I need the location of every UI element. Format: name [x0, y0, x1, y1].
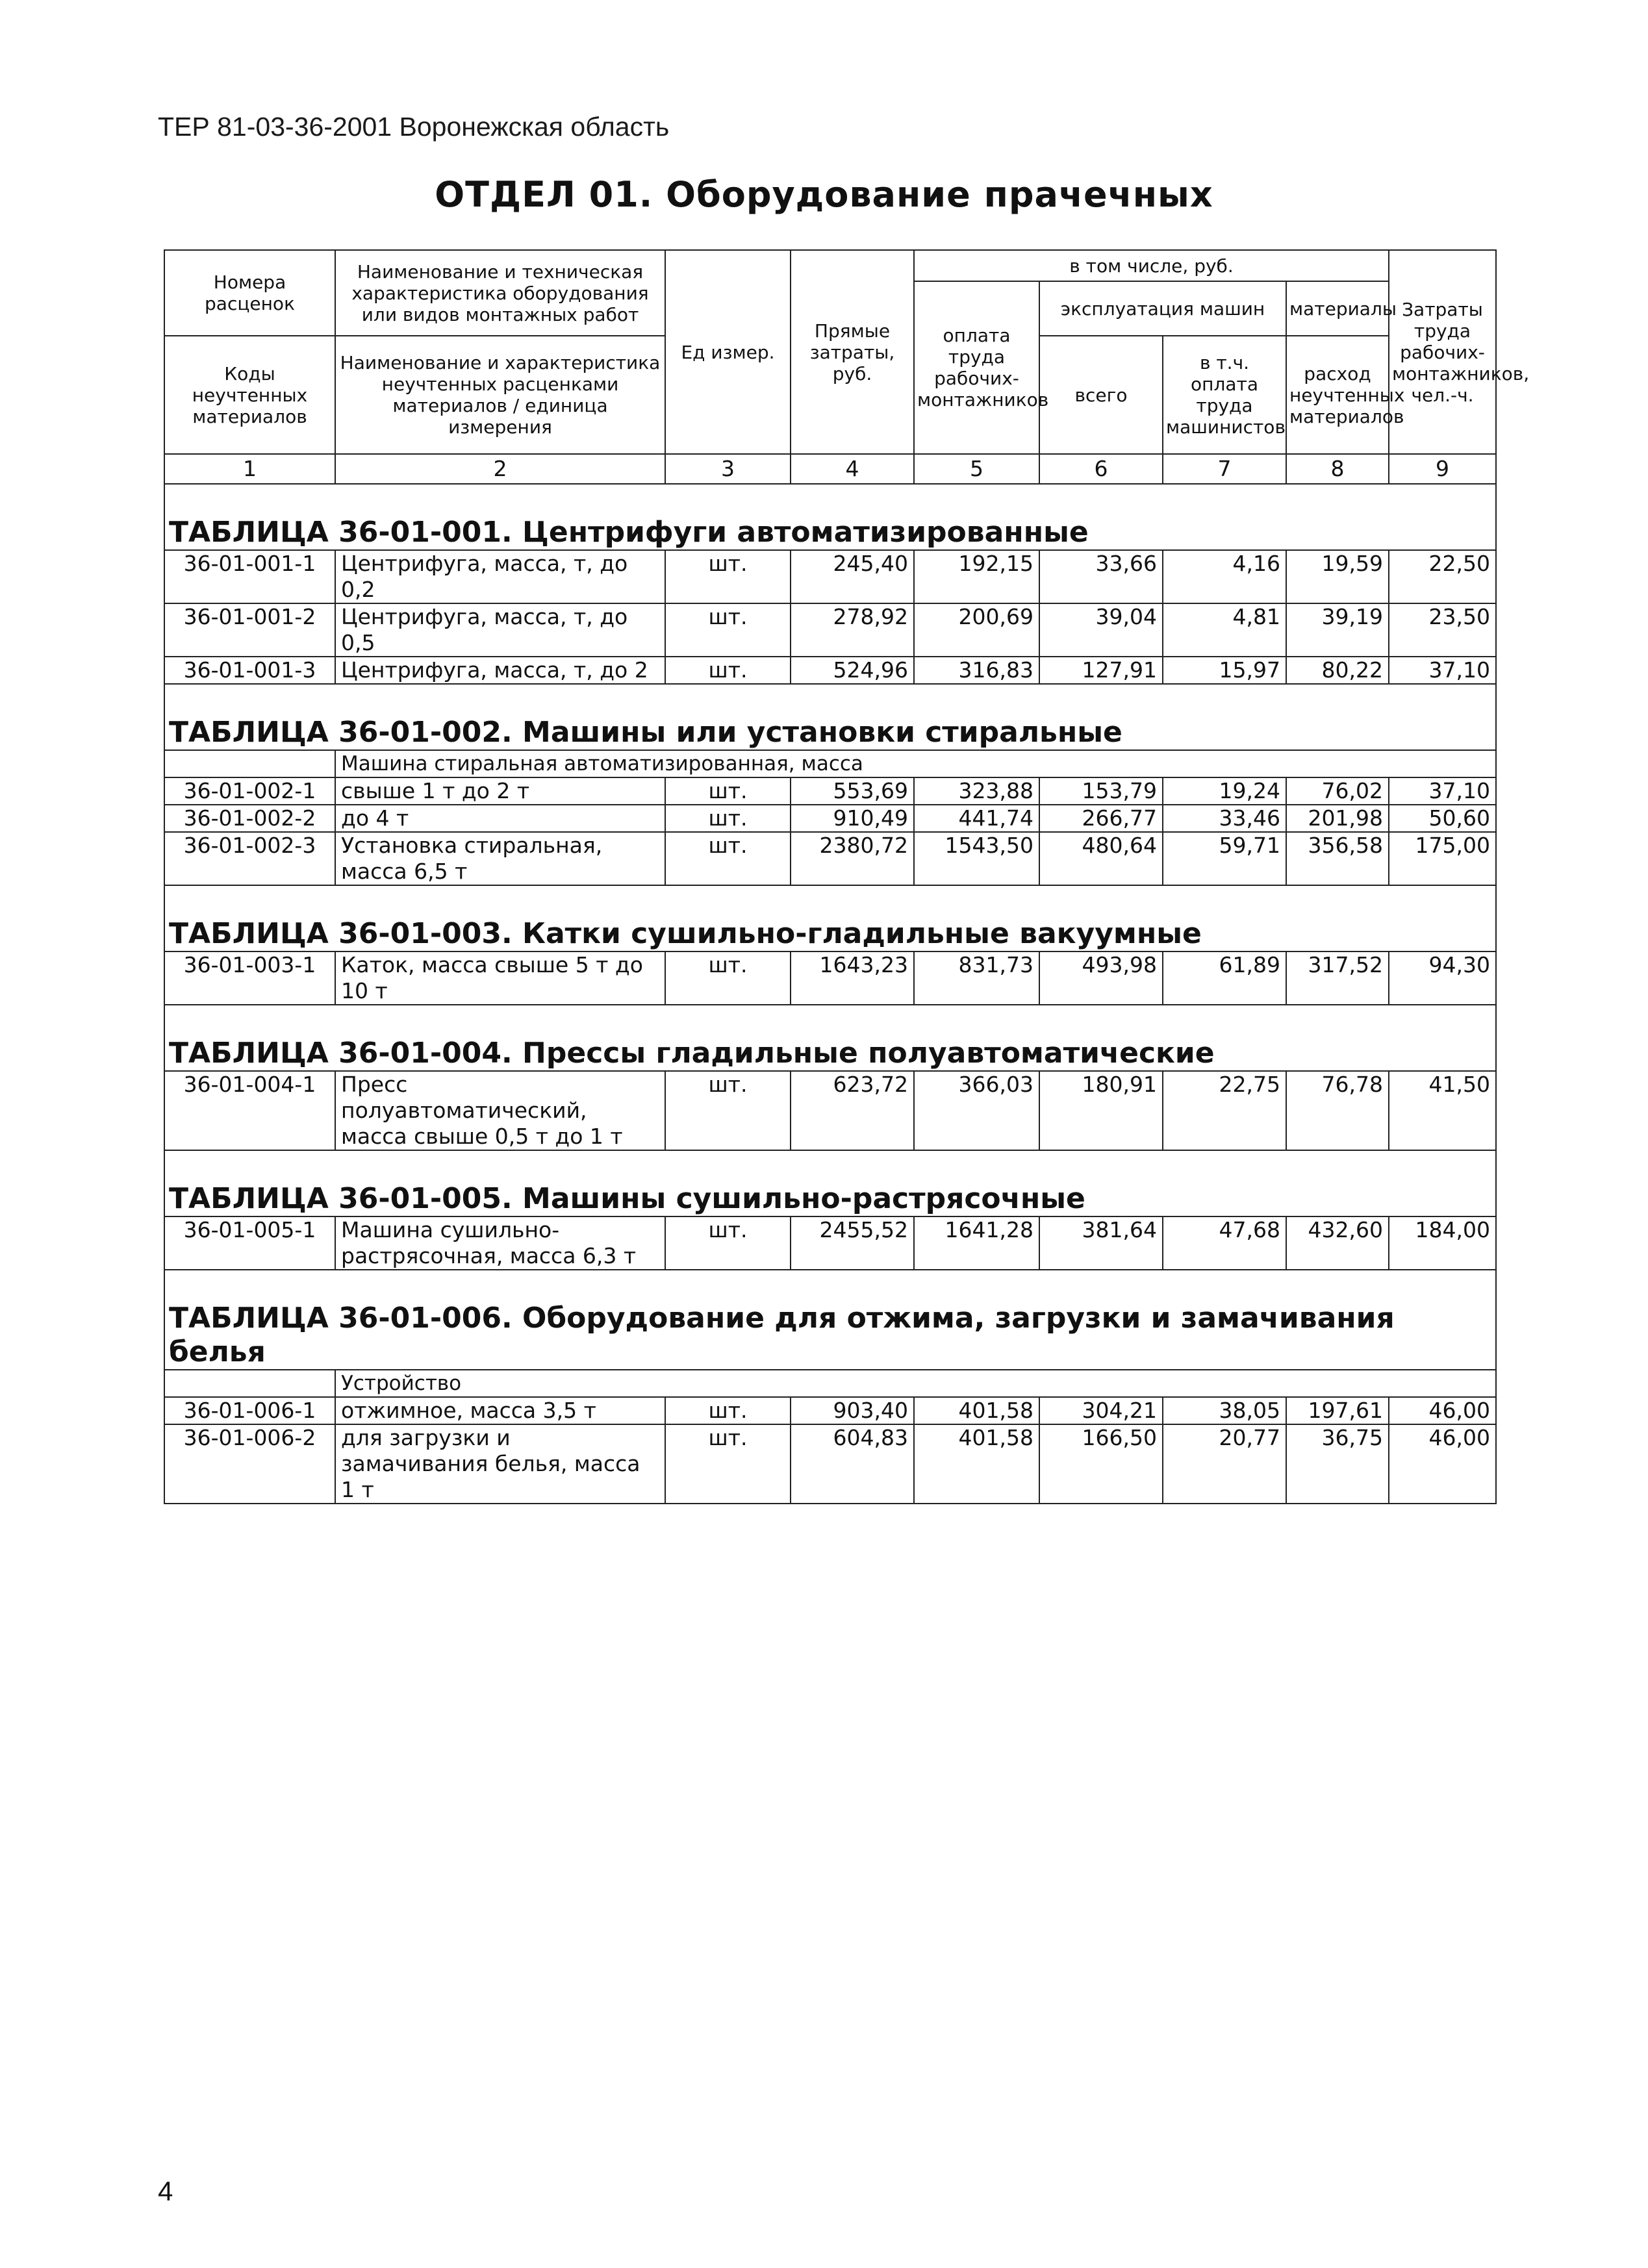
rate-name: Центрифуга, масса, т, до 2 [335, 657, 665, 684]
column-number-3: 3 [665, 454, 791, 484]
table-row [164, 657, 1496, 684]
labor-hours: 22,50 [1389, 550, 1496, 603]
labor-hours: 46,00 [1389, 1397, 1496, 1424]
table-spacer [164, 885, 1496, 917]
column-number-5: 5 [914, 454, 1039, 484]
rate-code: 36-01-001-1 [164, 550, 335, 603]
machines-total: 480,64 [1039, 832, 1163, 885]
table-row [164, 951, 1496, 1005]
labor-pay: 192,15 [914, 550, 1039, 603]
spacer-cell [164, 1270, 1496, 1302]
table-row [164, 1071, 1496, 1150]
labor-pay: 401,58 [914, 1424, 1039, 1504]
table-row [164, 603, 1496, 657]
table-row [164, 1216, 1496, 1270]
rate-name: Машина сушильно-растрясочная, масса 6,3 т [335, 1216, 665, 1270]
table-title-row [164, 516, 1496, 550]
rate-code: 36-01-005-1 [164, 1216, 335, 1270]
labor-hours: 175,00 [1389, 832, 1496, 885]
materials: 201,98 [1286, 805, 1389, 832]
document-header: ТЕР 81-03-36-2001 Воронежская область [158, 112, 670, 142]
rate-unit: шт. [665, 1424, 791, 1504]
header-code: Номера расценок [164, 250, 335, 336]
table-row [164, 550, 1496, 603]
machines-total: 33,66 [1039, 550, 1163, 603]
rate-name: Центрифуга, масса, т, до 0,2 [335, 550, 665, 603]
rates-table-wrapper [164, 249, 1530, 1504]
rate-name: Каток, масса свыше 5 т до 10 т [335, 951, 665, 1005]
group-row [164, 750, 1496, 777]
rates-table [164, 249, 1530, 1504]
column-number-4: 4 [791, 454, 914, 484]
rate-unit: шт. [665, 805, 791, 832]
direct-costs: 623,72 [791, 1071, 914, 1150]
table-row [164, 832, 1496, 885]
column-number-9: 9 [1389, 454, 1496, 484]
labor-pay: 831,73 [914, 951, 1039, 1005]
spacer-cell [164, 885, 1496, 917]
machinist-pay: 20,77 [1163, 1424, 1286, 1504]
rate-code: 36-01-002-1 [164, 777, 335, 805]
rate-code: 36-01-003-1 [164, 951, 335, 1005]
labor-pay: 200,69 [914, 603, 1039, 657]
rate-name: Центрифуга, масса, т, до 0,5 [335, 603, 665, 657]
materials: 19,59 [1286, 550, 1389, 603]
header-missing-consumption: расход неучтенных материалов [1286, 336, 1389, 454]
header-direct-costs: Прямые затраты, руб. [791, 250, 914, 454]
table-title: ТАБЛИЦА 36-01-004. Прессы гладильные полуавтоматические [164, 1037, 1496, 1071]
rate-code: 36-01-006-2 [164, 1424, 335, 1504]
machines-total: 266,77 [1039, 805, 1163, 832]
rate-unit: шт. [665, 1397, 791, 1424]
materials: 317,52 [1286, 951, 1389, 1005]
machines-total: 166,50 [1039, 1424, 1163, 1504]
header-missing-materials: Наименование и характеристика неучтенных расценками материалов / единица измерения [335, 336, 665, 454]
rate-code: 36-01-002-2 [164, 805, 335, 832]
table-title: ТАБЛИЦА 36-01-005. Машины сушильно-растрясочные [164, 1182, 1496, 1216]
table-row [164, 1424, 1496, 1504]
materials: 80,22 [1286, 657, 1389, 684]
table-title: ТАБЛИЦА 36-01-002. Машины или установки стиральные [164, 716, 1496, 750]
column-number-6: 6 [1039, 454, 1163, 484]
table-title: ТАБЛИЦА 36-01-003. Катки сушильно-гладильные вакуумные [164, 917, 1496, 951]
machinist-pay: 15,97 [1163, 657, 1286, 684]
direct-costs: 1643,23 [791, 951, 914, 1005]
machinist-pay: 47,68 [1163, 1216, 1286, 1270]
materials: 76,02 [1286, 777, 1389, 805]
table-row [164, 777, 1496, 805]
rate-code: 36-01-001-3 [164, 657, 335, 684]
spacer-cell [164, 484, 1496, 516]
rate-name: отжимное, масса 3,5 т [335, 1397, 665, 1424]
direct-costs: 278,92 [791, 603, 914, 657]
labor-hours: 37,10 [1389, 777, 1496, 805]
page-number: 4 [158, 2176, 173, 2206]
direct-costs: 903,40 [791, 1397, 914, 1424]
rate-name: свыше 1 т до 2 т [335, 777, 665, 805]
materials: 432,60 [1286, 1216, 1389, 1270]
machines-total: 127,91 [1039, 657, 1163, 684]
labor-hours: 37,10 [1389, 657, 1496, 684]
direct-costs: 910,49 [791, 805, 914, 832]
group-code [164, 1370, 335, 1397]
machines-total: 39,04 [1039, 603, 1163, 657]
materials: 36,75 [1286, 1424, 1389, 1504]
machines-total: 180,91 [1039, 1071, 1163, 1150]
table-title: ТАБЛИЦА 36-01-006. Оборудование для отжима, загрузки и замачивания белья [164, 1302, 1496, 1370]
table-title-row [164, 716, 1496, 750]
rate-unit: шт. [665, 550, 791, 603]
direct-costs: 604,83 [791, 1424, 914, 1504]
labor-hours: 94,30 [1389, 951, 1496, 1005]
table-title-row [164, 1302, 1496, 1370]
labor-hours: 50,60 [1389, 805, 1496, 832]
section-title: ОТДЕЛ 01. Оборудование прачечных [435, 174, 1213, 215]
rate-unit: шт. [665, 1216, 791, 1270]
header-name: Наименование и техническая характеристика оборудования или видов монтажных работ [335, 250, 665, 336]
group-label: Машина стиральная автоматизированная, масса [335, 750, 1496, 777]
table-title-row [164, 917, 1496, 951]
machines-total: 153,79 [1039, 777, 1163, 805]
spacer-cell [164, 1150, 1496, 1182]
labor-pay: 323,88 [914, 777, 1039, 805]
materials: 356,58 [1286, 832, 1389, 885]
group-row [164, 1370, 1496, 1397]
machinist-pay: 4,81 [1163, 603, 1286, 657]
labor-hours: 46,00 [1389, 1424, 1496, 1504]
labor-pay: 366,03 [914, 1071, 1039, 1150]
materials: 39,19 [1286, 603, 1389, 657]
machines-total: 304,21 [1039, 1397, 1163, 1424]
rate-name: Установка стиральная, масса 6,5 т [335, 832, 665, 885]
direct-costs: 524,96 [791, 657, 914, 684]
machinist-pay: 4,16 [1163, 550, 1286, 603]
direct-costs: 553,69 [791, 777, 914, 805]
labor-hours: 41,50 [1389, 1071, 1496, 1150]
column-number-7: 7 [1163, 454, 1286, 484]
table-spacer [164, 484, 1496, 516]
labor-hours: 184,00 [1389, 1216, 1496, 1270]
header-labor-pay: оплата труда рабочих-монтажников [914, 281, 1039, 454]
rate-name: до 4 т [335, 805, 665, 832]
table-spacer [164, 1005, 1496, 1037]
table-title-row [164, 1037, 1496, 1071]
labor-pay: 316,83 [914, 657, 1039, 684]
spacer-cell [164, 684, 1496, 716]
table-title-row [164, 1182, 1496, 1216]
rate-unit: шт. [665, 1071, 791, 1150]
rate-unit: шт. [665, 951, 791, 1005]
labor-pay: 441,74 [914, 805, 1039, 832]
header-machinist-pay: в т.ч. оплата труда машинистов [1163, 336, 1286, 454]
column-number-8: 8 [1286, 454, 1389, 484]
direct-costs: 245,40 [791, 550, 914, 603]
materials: 197,61 [1286, 1397, 1389, 1424]
rate-unit: шт. [665, 657, 791, 684]
machinist-pay: 22,75 [1163, 1071, 1286, 1150]
rate-name: Пресс полуавтоматический, масса свыше 0,5 т до 1 т [335, 1071, 665, 1150]
header-materials: материалы [1286, 281, 1389, 336]
rate-code: 36-01-006-1 [164, 1397, 335, 1424]
table-row [164, 1397, 1496, 1424]
labor-pay: 1543,50 [914, 832, 1039, 885]
header-including: в том числе, руб. [914, 250, 1389, 281]
rate-code: 36-01-004-1 [164, 1071, 335, 1150]
header-unit: Ед измер. [665, 250, 791, 454]
direct-costs: 2455,52 [791, 1216, 914, 1270]
column-number-2: 2 [335, 454, 665, 484]
materials: 76,78 [1286, 1071, 1389, 1150]
rate-name: для загрузки и замачивания белья, масса 1 т [335, 1424, 665, 1504]
rate-unit: шт. [665, 832, 791, 885]
rate-unit: шт. [665, 603, 791, 657]
table-spacer [164, 1270, 1496, 1302]
machinist-pay: 19,24 [1163, 777, 1286, 805]
machinist-pay: 33,46 [1163, 805, 1286, 832]
header-machines: эксплуатация машин [1039, 281, 1286, 336]
header-labor-hours: Затраты труда рабочих-монтажников, чел.-ч. [1389, 250, 1496, 454]
table-row [164, 805, 1496, 832]
machines-total: 493,98 [1039, 951, 1163, 1005]
header-missing-codes: Коды неучтенных материалов [164, 336, 335, 454]
machinist-pay: 59,71 [1163, 832, 1286, 885]
table-spacer [164, 1150, 1496, 1182]
direct-costs: 2380,72 [791, 832, 914, 885]
spacer-cell [164, 1005, 1496, 1037]
column-number-1: 1 [164, 454, 335, 484]
machinist-pay: 38,05 [1163, 1397, 1286, 1424]
rate-unit: шт. [665, 777, 791, 805]
table-spacer [164, 684, 1496, 716]
group-label: Устройство [335, 1370, 1496, 1397]
labor-hours: 23,50 [1389, 603, 1496, 657]
machinist-pay: 61,89 [1163, 951, 1286, 1005]
column-numbers-row [164, 454, 1496, 484]
header-machines-total: всего [1039, 336, 1163, 454]
table-title: ТАБЛИЦА 36-01-001. Центрифуги автоматизированные [164, 516, 1496, 550]
rate-code: 36-01-001-2 [164, 603, 335, 657]
labor-pay: 401,58 [914, 1397, 1039, 1424]
rate-code: 36-01-002-3 [164, 832, 335, 885]
labor-pay: 1641,28 [914, 1216, 1039, 1270]
group-code [164, 750, 335, 777]
machines-total: 381,64 [1039, 1216, 1163, 1270]
